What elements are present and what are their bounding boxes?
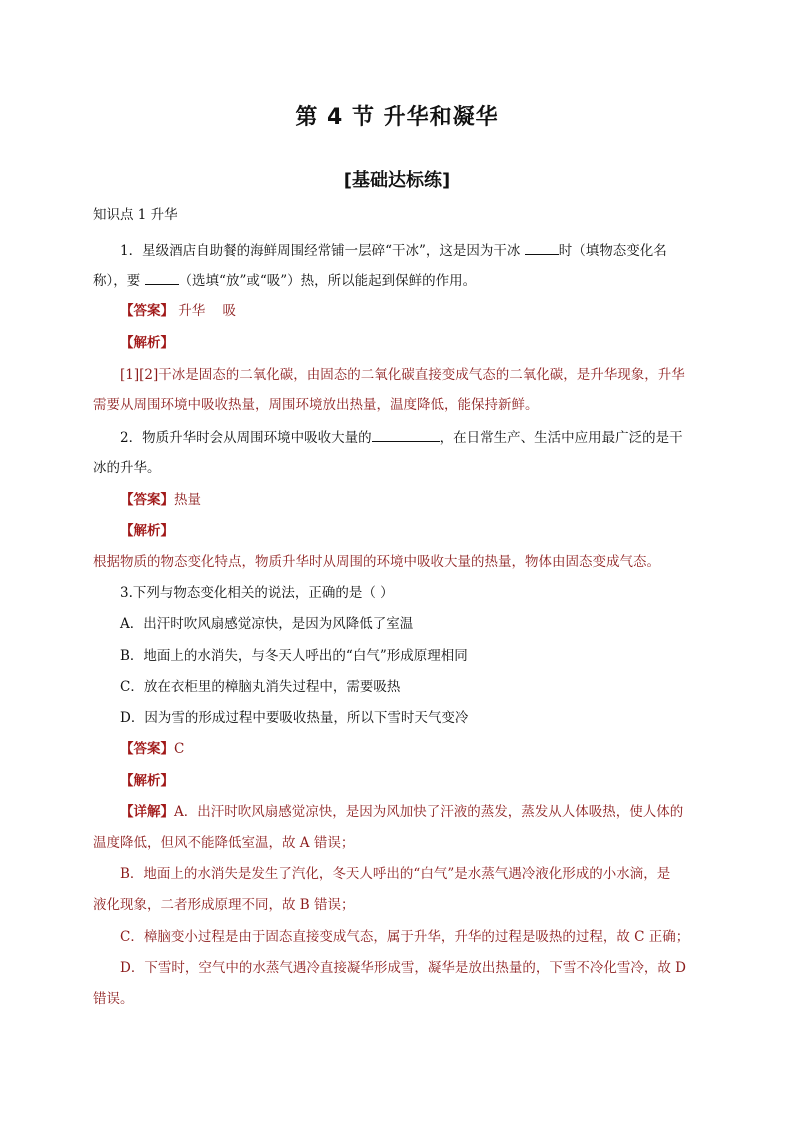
q3-option-d: D．因为雪的形成过程中要吸收热量，所以下雪时天气变冷 (120, 710, 469, 726)
q3-answer: C (174, 741, 185, 757)
q3-detail-b1: B．地面上的水消失是发生了汽化，冬天人呼出的“白气”是水蒸气遇冷液化形成的小水滴，是 (120, 866, 671, 882)
q3-option-c: C．放在衣柜里的樟脑丸消失过程中，需要吸热 (120, 679, 401, 695)
q1-text-c: 称），要 (93, 273, 141, 289)
q3-detail-d2: 错误。 (93, 991, 134, 1007)
q3-detail-b2: 液化现象，二者形成原理不同，故 B 错误； (93, 897, 355, 913)
q2-analysis-tag: 【解析】 (120, 523, 174, 539)
q3-answer-label: 【答案】 (120, 741, 174, 757)
q1-answer-label: 【答案】 (120, 303, 174, 319)
q2-text-c: 冰的升华。 (93, 460, 161, 476)
q1-answer: 升华 吸 (178, 303, 236, 319)
q1-text-d: （选填“放”或“吸”）热，所以能起到保鲜的作用。 (178, 273, 477, 289)
q3-detail-a1-text: A．出汗时吹风扇感觉凉快，是因为风加快了汗液的蒸发，蒸发从人体吸热，使人体的 (174, 804, 684, 820)
q3-analysis-tag: 【解析】 (120, 773, 174, 789)
q3-stem: 3.下列与物态变化相关的说法，正确的是（ ） (120, 585, 394, 601)
q3-detail-c1: C．樟脑变小过程是由于固态直接变成气态，属于升华，升华的过程是吸热的过程，故 C 正确； (120, 929, 690, 945)
q3-analysis-label (120, 771, 705, 791)
q1-line-2 (93, 270, 705, 291)
q2-blank (372, 427, 440, 442)
q2-answer-label: 【答案】 (120, 492, 174, 508)
q2-text-b: ，在日常生产、生活中应用最广泛的是干 (439, 430, 683, 446)
q1-text-a: 1．星级酒店自助餐的海鲜周围经常铺一层碎“干冰”，这是因为干冰 (120, 243, 521, 259)
section-subtitle: [基础达标练] (343, 170, 451, 191)
knowledge-point-heading: 知识点 1 升华 (93, 207, 178, 223)
q2-line-1 (120, 427, 705, 448)
q1-analysis-2: 需要从周围环境中吸收热量，周围环境放出热量，温度降低，能保持新鲜。 (93, 397, 539, 413)
q1-analysis-tag: 【解析】 (120, 335, 174, 351)
q3-answer-line (120, 739, 705, 759)
q2-answer-line (120, 490, 705, 510)
q2-analysis-label (120, 521, 705, 541)
q3-option-a: A．出汗时吹风扇感觉凉快，是因为风降低了室温 (120, 616, 414, 632)
q1-answer-line (120, 301, 705, 321)
q3-detail-label: 【详解】 (120, 804, 174, 820)
q3-option-b: B．地面上的水消失，与冬天人呼出的“白气”形成原理相同 (120, 648, 468, 664)
q1-line-1 (120, 240, 705, 261)
page-title: 第 4 节 升华和凝华 (295, 105, 499, 130)
q1-blank-1 (525, 240, 559, 255)
q1-text-b: 时（填物态变化名 (558, 243, 667, 259)
q2-answer: 热量 (174, 492, 201, 508)
q1-analysis-1: [1][2]干冰是固态的二氧化碳，由固态的二氧化碳直接变成气态的二氧化碳，是升华现象，升华 (120, 367, 685, 383)
q1-analysis-label (120, 333, 705, 353)
q2-analysis-1: 根据物质的物态变化特点，物质升华时从周围的环境中吸收大量的热量，物体由固态变成气态。 (93, 554, 660, 570)
q3-detail-a1 (120, 802, 705, 822)
q1-blank-2 (145, 270, 179, 285)
q3-detail-d1: D．下雪时，空气中的水蒸气遇冷直接凝华形成雪，凝华是放出热量的，下雪不冷化雪冷，故 D (120, 960, 686, 976)
q3-detail-a2: 温度降低，但风不能降低室温，故 A 错误； (93, 835, 355, 851)
q2-text-a: 2．物质升华时会从周围环境中吸收大量的 (120, 430, 372, 446)
